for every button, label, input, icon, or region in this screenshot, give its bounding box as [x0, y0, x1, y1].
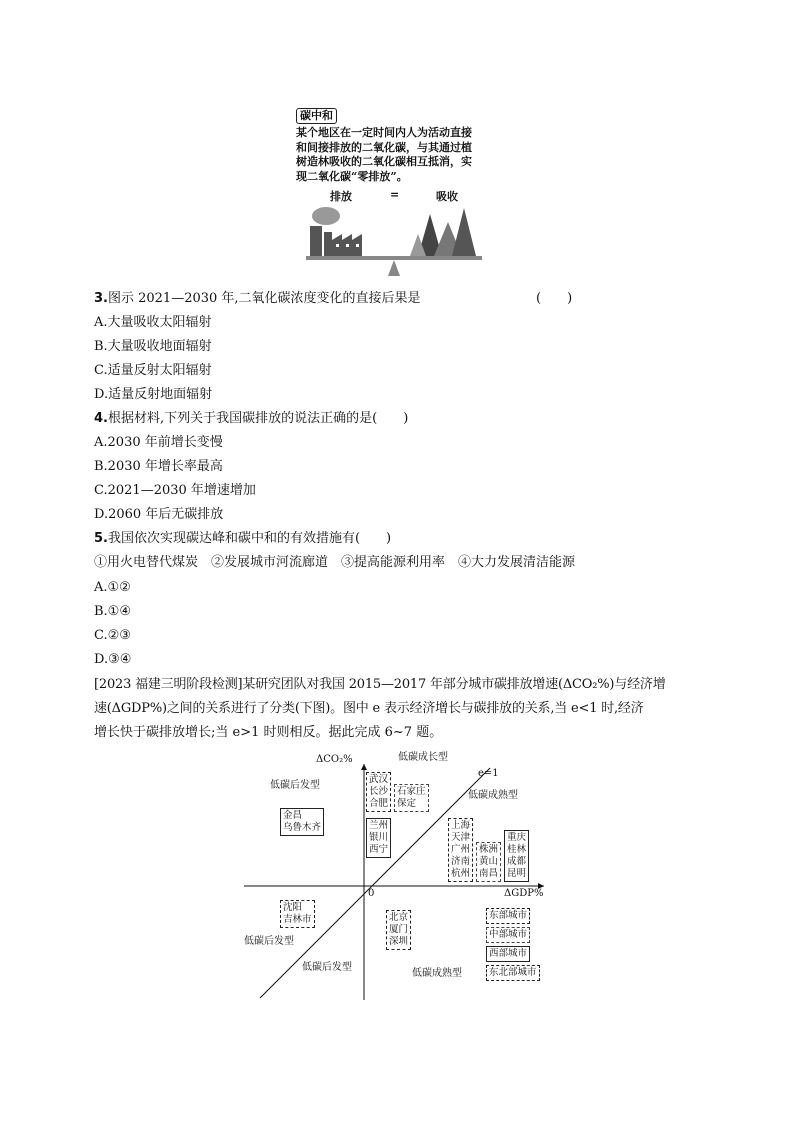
city-label: 广州: [451, 844, 471, 855]
city-label: 昆明: [507, 868, 527, 879]
equals-sign: =: [390, 188, 400, 201]
legend-label: 东北部城市: [489, 967, 537, 978]
option-b[interactable]: B.大量吸收地面辐射: [94, 339, 212, 354]
city-label: 长沙: [369, 786, 389, 797]
balance-beam: [306, 256, 482, 260]
legend-label: 西部城市: [489, 948, 528, 959]
option-d[interactable]: D.③④: [94, 652, 132, 667]
region-low-carbon-growth: 低碳成长型: [398, 752, 448, 763]
city-label: 沈阳: [283, 902, 303, 913]
city-box-zhuzhou: [476, 842, 501, 882]
question-stem: [94, 411, 408, 427]
city-label: 株洲: [479, 844, 499, 855]
legend-northeast: [486, 965, 540, 981]
question-text: 根据材料,下列关于我国碳排放的说法正确的是( ): [107, 411, 409, 426]
city-label: 天津: [451, 832, 471, 843]
region-low-carbon-late: 低碳后发型: [270, 780, 320, 791]
legend-label: 中部城市: [489, 929, 528, 940]
passage-line: [2023 福建三明阶段检测]某研究团队对我国 2015—2017 年部分城市碳排放增速(ΔCO₂%)与经济增: [94, 677, 666, 692]
question-stem: [94, 291, 421, 307]
legend-central: [486, 927, 530, 943]
city-label: 金昌: [283, 810, 303, 821]
passage-line: 速(ΔGDP%)之间的关系进行了分类(下图)。图中 e 表示经济增长与碳排放的关系,当 e<1 时,经济: [94, 701, 644, 716]
y-axis-label: ΔCO₂%: [316, 754, 353, 765]
city-label: 深圳: [389, 936, 409, 947]
option-c[interactable]: C.适量反射太阳辐射: [94, 363, 212, 378]
city-label: 保定: [397, 798, 417, 809]
city-label: 重庆: [507, 832, 527, 843]
city-label: 银川: [369, 832, 389, 843]
city-label: 上海: [451, 820, 471, 831]
option-b[interactable]: B.2030 年增长率最高: [94, 459, 223, 474]
city-label: 西宁: [369, 844, 389, 855]
city-box-jinchang: [280, 808, 324, 836]
factory-icon: [310, 207, 362, 256]
trees-icon: [410, 208, 476, 256]
city-label: 合肥: [369, 798, 389, 809]
city-label: 兰州: [369, 820, 389, 831]
city-label: 杭州: [451, 868, 471, 879]
emit-label: 排放: [330, 190, 352, 203]
answer-bracket: ( ): [536, 291, 573, 306]
legend-east: [486, 908, 530, 924]
city-label: 黄山: [479, 856, 499, 867]
city-box-lanzhou: [366, 818, 391, 858]
city-label: 武汉: [369, 774, 389, 785]
region-low-carbon-late: 低碳后发型: [302, 962, 352, 973]
city-label: 桂林: [507, 844, 527, 855]
option-a[interactable]: A.①②: [94, 580, 131, 595]
passage-line: 增长快于碳排放增长;当 e>1 时则相反。据此完成 6~7 题。: [94, 725, 443, 740]
absorb-label: 吸收: [436, 190, 458, 203]
legend-label: 东部城市: [489, 910, 528, 921]
option-a[interactable]: A.2030 年前增长变慢: [94, 435, 223, 450]
text-line: 树造林吸收的二氧化碳相互抵消，实: [296, 155, 472, 168]
option-c[interactable]: C.2021—2030 年增速增加: [94, 483, 256, 498]
region-low-carbon-mature: 低碳成熟型: [412, 968, 462, 979]
legend-west: [486, 946, 530, 962]
x-axis-label: ΔGDP%: [504, 888, 544, 899]
text-line: 某个地区在一定时间内人为活动直接: [296, 126, 472, 139]
option-c[interactable]: C.②③: [94, 628, 131, 643]
question-number: 3.: [94, 291, 108, 306]
carbon-neutral-title: 碳中和: [296, 108, 337, 124]
balance-fulcrum: [388, 260, 400, 276]
carbon-neutral-text: [296, 126, 506, 184]
city-label: 吉林市: [283, 914, 312, 925]
option-d[interactable]: D.适量反射地面辐射: [94, 387, 213, 402]
question-stem: [94, 531, 391, 547]
city-label: 石家庄: [397, 786, 426, 797]
city-label: 济南: [451, 856, 471, 867]
city-label: 厦门: [389, 924, 409, 935]
question-text: 图示 2021—2030 年,二氧化碳浓度变化的直接后果是: [107, 291, 421, 306]
text-line: 现二氧化碳“零排放”。: [296, 169, 408, 183]
statement-list: ①用火电替代煤炭 ②发展城市河流廊道 ③提高能源利用率 ④大力发展清洁能源: [94, 555, 576, 570]
city-box-shanghai: [448, 818, 473, 882]
option-b[interactable]: B.①④: [94, 604, 131, 619]
city-box-chongqing: [504, 830, 529, 882]
balance-illustration: [306, 204, 482, 276]
option-d[interactable]: D.2060 年后无碳排放: [94, 507, 224, 522]
question-number: 5.: [94, 531, 108, 546]
city-label: 乌鲁木齐: [283, 822, 322, 833]
origin-label: 0: [368, 888, 375, 899]
text-line: 和间接排放的二氧化碳，与其通过植: [296, 140, 472, 154]
classification-diagram: [240, 748, 560, 1008]
region-low-carbon-late: 低碳后发型: [244, 936, 294, 947]
option-a[interactable]: A.大量吸收太阳辐射: [94, 315, 212, 330]
region-low-carbon-mature: 低碳成熟型: [468, 790, 518, 801]
city-label: 南昌: [479, 868, 499, 879]
city-label: 成都: [507, 856, 527, 867]
city-box-shijiazhuang: [394, 784, 429, 812]
city-box-beijing: [386, 910, 411, 950]
question-number: 4.: [94, 411, 108, 426]
city-label: 北京: [389, 912, 409, 923]
carbon-neutral-panel: [296, 108, 516, 278]
question-text: 我国依次实现碳达峰和碳中和的有效措施有( ): [107, 531, 392, 546]
city-box-shenyang: [280, 900, 315, 928]
city-box-wuhan: [366, 772, 391, 812]
e-line-label: e=1: [478, 768, 499, 779]
